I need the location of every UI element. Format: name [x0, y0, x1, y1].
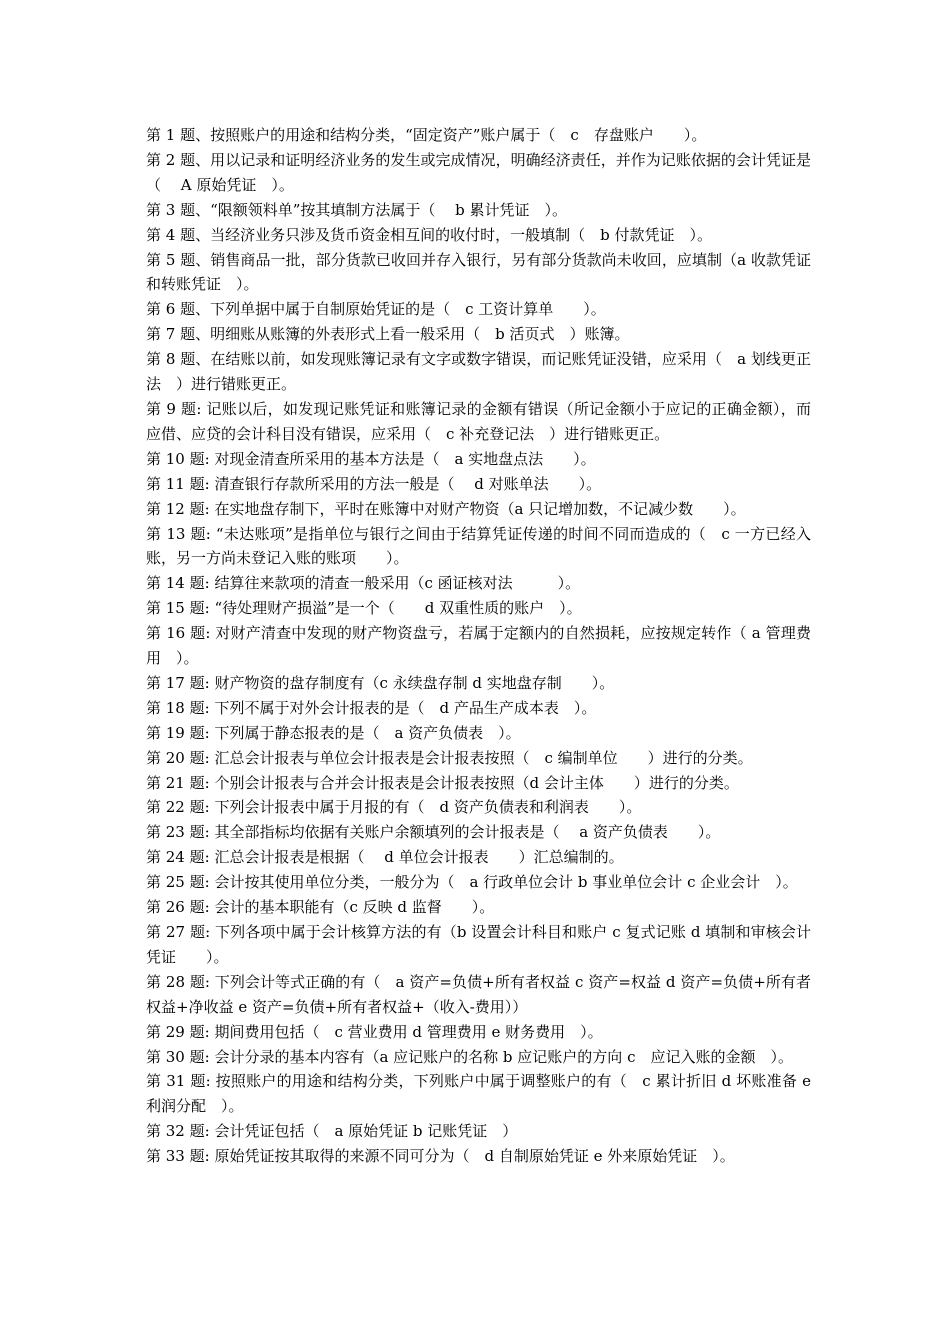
question-item: 第 32 题: 会计凭证包括（ a 原始凭证 b 记账凭证 ） [146, 1122, 518, 1141]
question-item: 第 18 题: 下列不属于对外会计报表的是（ d 产品生产成本表 ）。 [146, 698, 597, 717]
question-item: 第 23 题: 其全部指标均依据有关账户余额填列的会计报表是（ a 资产负债表 ）。 [146, 823, 721, 842]
question-item: 第 27 题: 下列各项中属于会计核算方法的有（b 设置会计科目和账户 c 复式记账 d 填制和审核会计凭证 ）。 [146, 923, 811, 966]
question-item: 第 16 题: 对财产清查中发现的财产物资盘亏，若属于定额内的自然损耗，应按规定转作（ a 管理费用 ）。 [146, 624, 811, 668]
question-item: 第 28 题: 下列会计等式正确的有（ a 资产=负债+所有者权益 c 资产=权益 d 资产=负债+所有者权益+净收益 e 资产=负债+所有者权益+（收入-费用）） [146, 972, 811, 1016]
question-item: 第 25 题: 会计按其使用单位分类，一般分为（ a 行政单位会计 b 事业单位会计 c 企业会计 ）。 [146, 873, 798, 892]
question-item: 第 13 题: “未达账项”是指单位与银行之间由于结算凭证传递的时间不同而造成的（ c 一方已经入账，另一方尚未登记入账的账项 ）。 [146, 524, 811, 568]
question-item: 第 15 题: “待处理财产损溢”是一个（ d 双重性质的账户 ）。 [146, 599, 582, 618]
question-item: 第 26 题: 会计的基本职能有（c 反映 d 监督 ）。 [146, 898, 495, 917]
question-item: 第 5 题、销售商品一批，部分货款已收回并存入银行，另有部分货款尚未收回，应填制（a 收款凭证和转账凭证 ）。 [146, 250, 811, 294]
question-item: 第 8 题、在结账以前，如发现账簿记录有文字或数字错误，而记账凭证没错，应采用（ a 划线更正法 ）进行错账更正。 [146, 350, 811, 394]
question-item: 第 10 题: 对现金清查所采用的基本方法是（ a 实地盘点法 ）。 [146, 449, 596, 468]
question-item: 第 30 题: 会计分录的基本内容有（a 应记账户的名称 b 应记账户的方向 c 应记入账的金额 ）。 [146, 1047, 793, 1066]
question-item: 第 31 题: 按照账户的用途和结构分类，下列账户中属于调整账户的有（ c 累计折旧 d 坏账准备 e 利润分配 ）。 [146, 1072, 816, 1116]
question-item: 第 17 题: 财产物资的盘存制度有（c 永续盘存制 d 实地盘存制 ）。 [146, 673, 615, 692]
question-item: 第 1 题、按照账户的用途和结构分类，“固定资产”账户属于（ c 存盘账户 ）。 [146, 126, 707, 144]
question-item: 第 33 题: 原始凭证按其取得的来源不同可分为（ d 自制原始凭证 e 外来原始凭证 ）。 [146, 1147, 735, 1166]
question-item: 第 24 题: 汇总会计报表是根据（ d 单位会计报表 ）汇总编制的。 [146, 848, 624, 867]
question-item: 第 29 题: 期间费用包括（ c 营业费用 d 管理费用 e 财务费用 ）。 [146, 1022, 603, 1041]
question-item: 第 20 题: 汇总会计报表与单位会计报表是会计报表按照（ c 编制单位 ）进行的分类。 [146, 748, 753, 767]
question-item: 第 21 题: 个别会计报表与合并会计报表是会计报表按照（d 会计主体 ）进行的分类。 [146, 773, 739, 792]
question-item: 第 3 题、“限额领料单”按其填制方法属于（ b 累计凭证 ）。 [146, 200, 568, 219]
question-item: 第 6 题、下列单据中属于自制原始凭证的是（ c 工资计算单 ）。 [146, 300, 606, 319]
question-item: 第 2 题、用以记录和证明经济业务的发生或完成情况，明确经济责任，并作为记账依据的会计凭证是（ A 原始凭证 ）。 [146, 150, 811, 194]
question-item: 第 19 题: 下列属于静态报表的是（ a 资产负债表 ）。 [146, 723, 521, 742]
question-item: 第 7 题、明细账从账簿的外表形式上看一般采用（ b 活页式 ）账簿。 [146, 325, 630, 344]
question-list [146, 123, 816, 1169]
question-item: 第 22 题: 下列会计报表中属于月报的有（ d 资产负债表和利润表 ）。 [146, 798, 642, 817]
question-item: 第 4 题、当经济业务只涉及货币资金相互间的收付时，一般填制（ b 付款凭证 ）。 [146, 225, 712, 244]
question-item: 第 12 题: 在实地盘存制下，平时在账簿中对财产物资（a 只记增加数，不记减少数 ）。 [146, 499, 746, 518]
question-item: 第 11 题: 清查银行存款所采用的方法一般是（ d 对账单法 ）。 [146, 474, 602, 493]
question-item: 第 14 题: 结算往来款项的清查一般采用（c 函证核对法 ）。 [146, 574, 581, 593]
question-item: 第 9 题: 记账以后，如发现记账凭证和账簿记录的金额有错误（所记金额小于应记的正确金额），而应借、应贷的会计科目没有错误，应采用（ c 补充登记法 ）进行错账更正。 [146, 399, 811, 443]
